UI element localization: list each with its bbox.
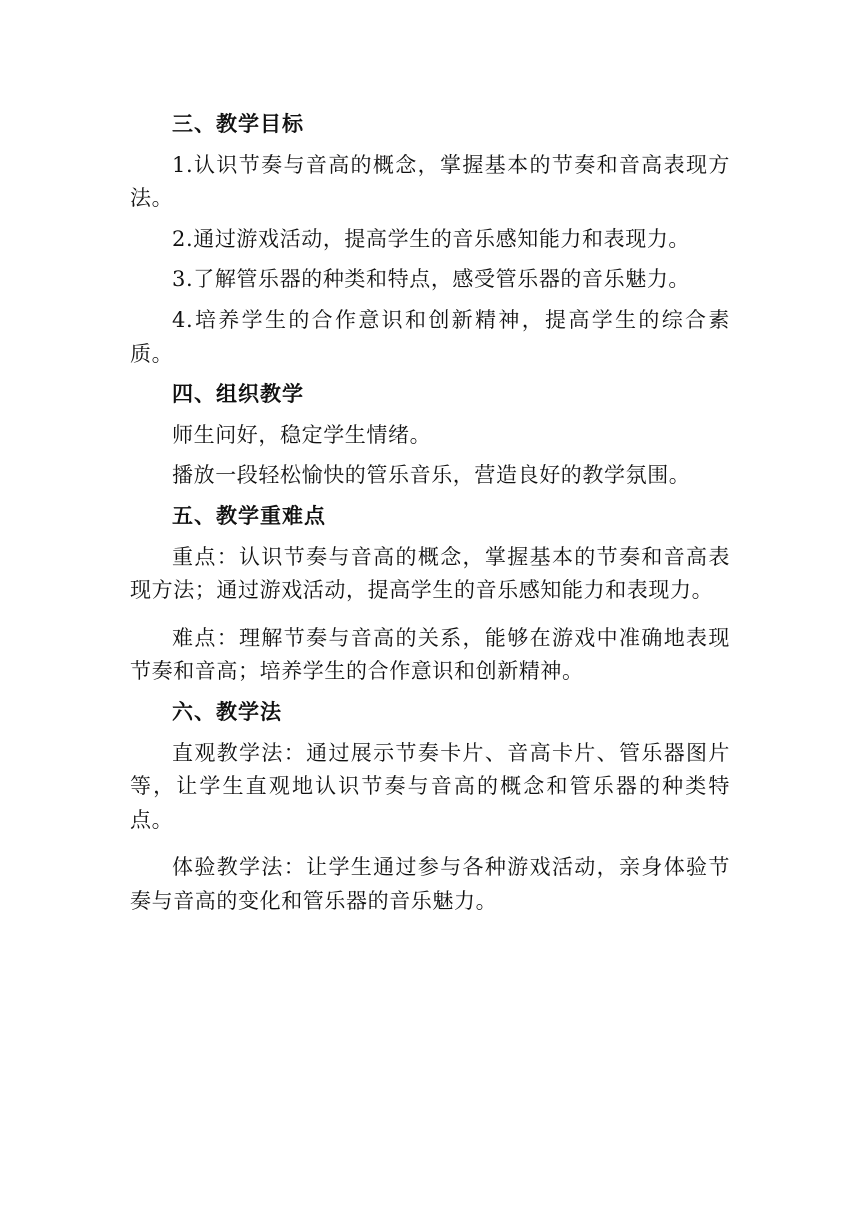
paragraph: 1.认识节奏与音高的概念，掌握基本的节奏和音高表现方法。 [130,152,730,211]
section-organization [130,378,730,493]
paragraph: 师生问好，稳定学生情绪。 [172,422,432,447]
section-methods [130,696,730,919]
paragraph: 体验教学法：让学生通过参与各种游戏活动，亲身体验节奏与音高的变化和管乐器的音乐魅力。 [130,855,730,913]
paragraph: 难点：理解节奏与音高的关系，能够在游戏中准确地表现节奏和音高；培养学生的合作意识和创新精神。 [130,625,730,684]
section-heading: 五、教学重难点 [172,503,326,528]
section-objectives [130,108,730,371]
paragraph: 直观教学法：通过展示节奏卡片、音高卡片、管乐器图片等，让学生直观地认识节奏与音高的概念和管乐器的种类特点。 [130,740,730,832]
section-heading: 四、组织教学 [172,382,304,407]
section-key-points [130,500,730,689]
document-page [130,108,730,925]
paragraph: 播放一段轻松愉快的管乐音乐，营造良好的教学氛围。 [172,463,691,488]
paragraph: 4.培养学生的合作意识和创新精神，提高学生的综合素质。 [130,307,730,366]
paragraph: 3.了解管乐器的种类和特点，感受管乐器的音乐魅力。 [172,267,691,292]
section-heading: 六、教学法 [172,699,282,724]
paragraph: 2.通过游戏活动，提高学生的音乐感知能力和表现力。 [172,226,691,251]
paragraph: 重点：认识节奏与音高的概念，掌握基本的节奏和音高表现方法；通过游戏活动，提高学生的音乐感知能力和表现力。 [130,544,730,603]
section-heading: 三、教学目标 [172,112,304,136]
